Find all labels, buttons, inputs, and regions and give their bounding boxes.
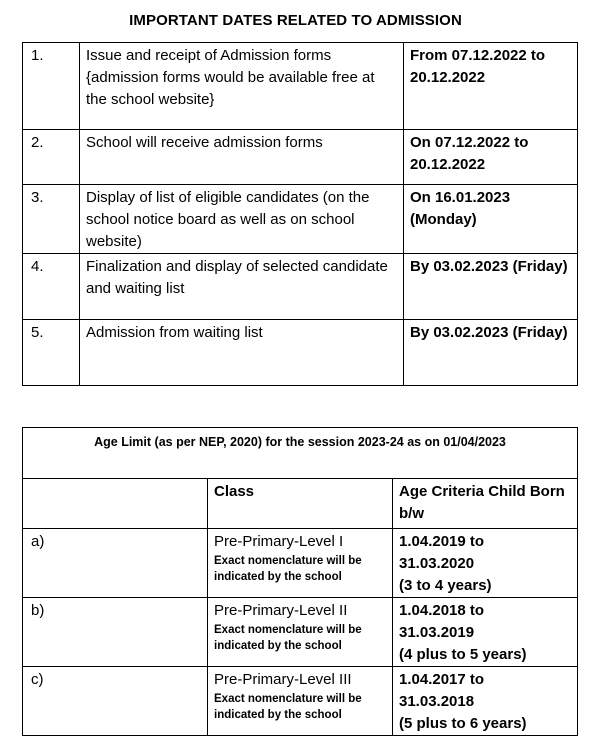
age-range: (4 plus to 5 years): [399, 646, 527, 663]
row-description: School will receive admission forms: [80, 130, 404, 185]
table-row: [23, 320, 578, 386]
row-number: 3.: [23, 185, 80, 254]
age-limit-heading: Age Limit (as per NEP, 2020) for the session 2023-24 as on 01/04/2023: [23, 428, 578, 479]
class-name: Pre-Primary-Level I: [214, 533, 344, 550]
class-name: Pre-Primary-Level III: [214, 671, 352, 688]
age-to: 31.03.2018: [399, 693, 475, 710]
class-cell: [208, 529, 393, 598]
row-description: Admission from waiting list: [80, 320, 404, 386]
class-column-header: Class: [208, 479, 393, 529]
class-cell: [208, 598, 393, 667]
row-date: By 03.02.2023 (Friday): [404, 254, 578, 320]
age-range: (5 plus to 6 years): [399, 715, 527, 732]
age-criteria-column-header: Age Criteria Child Born b/w: [393, 479, 578, 529]
table-row: [23, 254, 578, 320]
class-note: Exact nomenclature will be indicated by the school: [214, 555, 362, 583]
age-criteria-cell: [393, 529, 578, 598]
row-description: Display of list of eligible candidates (on the school notice board as well as on school website): [80, 185, 404, 254]
table-row: [23, 43, 578, 130]
age-criteria-cell: [393, 667, 578, 736]
row-date: On 16.01.2023 (Monday): [404, 185, 578, 254]
table-row: [23, 185, 578, 254]
row-number: a): [23, 529, 208, 598]
row-description: Issue and receipt of Admission forms {admission forms would be available free at the school website}: [80, 43, 404, 130]
age-to: 31.03.2020: [399, 555, 475, 572]
class-cell: [208, 667, 393, 736]
row-description: Finalization and display of selected candidate and waiting list: [80, 254, 404, 320]
blank-header-cell: [23, 479, 208, 529]
age-range: (3 to 4 years): [399, 577, 492, 594]
table-heading-row: [23, 428, 578, 479]
table-row: [23, 529, 578, 598]
row-date: On 07.12.2022 to 20.12.2022: [404, 130, 578, 185]
class-name: Pre-Primary-Level II: [214, 602, 348, 619]
age-limit-table: [22, 427, 578, 736]
table-header-row: [23, 479, 578, 529]
table-row: [23, 667, 578, 736]
table-row: [23, 598, 578, 667]
age-to: 31.03.2019: [399, 624, 475, 641]
row-number: 5.: [23, 320, 80, 386]
important-dates-table: [22, 42, 578, 386]
age-criteria-cell: [393, 598, 578, 667]
row-number: b): [23, 598, 208, 667]
age-from: 1.04.2018 to: [399, 602, 485, 619]
age-from: 1.04.2019 to: [399, 533, 485, 550]
document-title: IMPORTANT DATES RELATED TO ADMISSION: [129, 12, 462, 29]
row-number: c): [23, 667, 208, 736]
row-number: 1.: [23, 43, 80, 130]
row-number: 4.: [23, 254, 80, 320]
row-date: By 03.02.2023 (Friday): [404, 320, 578, 386]
age-from: 1.04.2017 to: [399, 671, 485, 688]
row-number: 2.: [23, 130, 80, 185]
class-note: Exact nomenclature will be indicated by the school: [214, 624, 362, 652]
table-row: [23, 130, 578, 185]
class-note: Exact nomenclature will be indicated by the school: [214, 693, 362, 721]
row-date: From 07.12.2022 to 20.12.2022: [404, 43, 578, 130]
